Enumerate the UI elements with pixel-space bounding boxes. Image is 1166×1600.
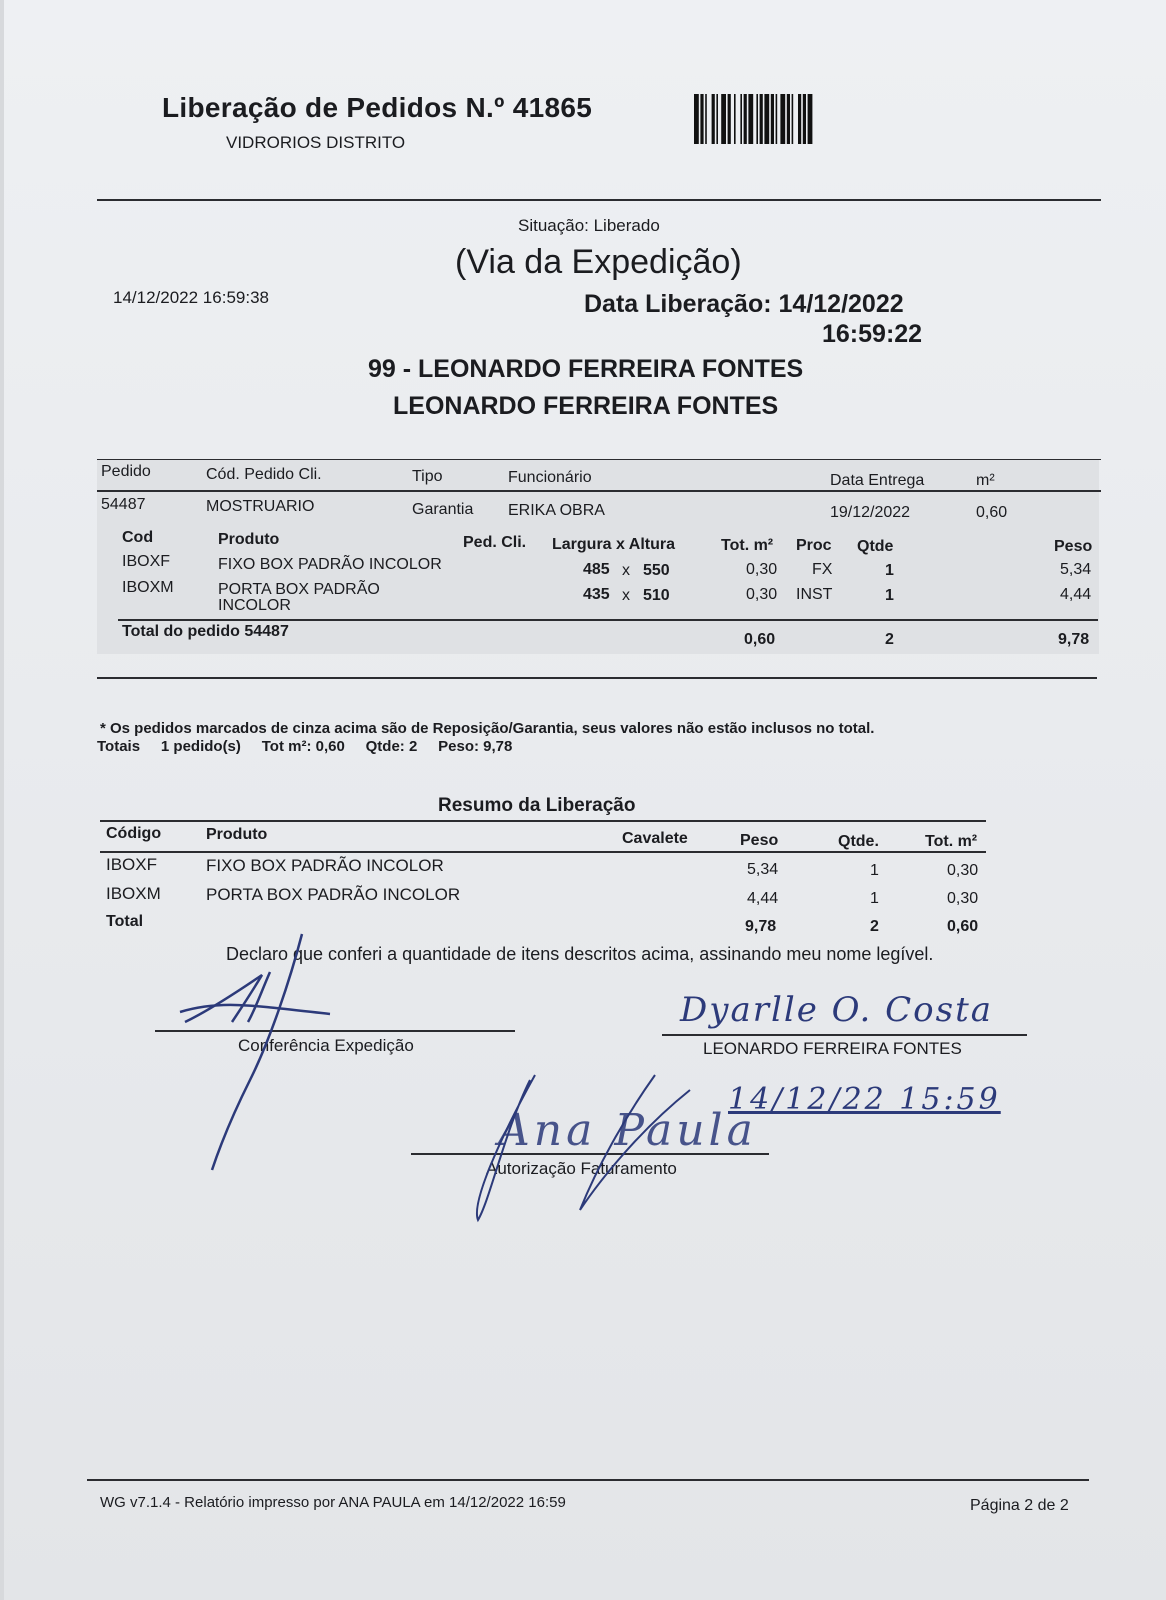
item-header-largura-altura: Largura x Altura	[552, 536, 675, 553]
company-name: VIDRORIOS DISTRITO	[226, 133, 406, 152]
col-header-tipo: Tipo	[412, 468, 443, 485]
summary-total-label: Total	[106, 913, 144, 930]
item-proc: FX	[812, 561, 833, 578]
item-x: x	[622, 562, 630, 579]
item-qtde: 1	[885, 562, 894, 579]
item-produto: FIXO BOX PADRÃO INCOLOR	[218, 556, 442, 573]
divider	[97, 199, 1101, 201]
copy-type: (Via da Expedição)	[455, 243, 742, 281]
summary-header-tot-m2: Tot. m²	[925, 833, 978, 850]
item-produto: PORTA BOX PADRÃO	[218, 581, 380, 598]
col-header-pedido: Pedido	[101, 463, 151, 480]
summary-header-produto: Produto	[206, 826, 268, 843]
summary-total-qtde: 2	[870, 918, 879, 935]
handwritten-date: 14/12/22 15:59	[728, 1082, 1001, 1117]
item-header-produto: Produto	[218, 531, 280, 548]
client-name: LEONARDO FERREIRA FONTES	[393, 392, 779, 420]
handwritten-ana-signature: Ana Paula	[498, 1105, 757, 1156]
signature-line-cliente	[662, 1034, 1027, 1036]
order-type: Garantia	[412, 501, 474, 518]
declaration-text: Declaro que conferi a quantidade de itens descritos acima, assinando meu nome legível.	[226, 944, 934, 964]
item-produto-cont: INCOLOR	[218, 597, 291, 614]
printed-timestamp: 14/12/2022 16:59:38	[113, 288, 269, 307]
item-peso: 5,34	[1060, 561, 1092, 578]
order-number: 54487	[101, 496, 146, 513]
item-tot-m2: 0,30	[746, 586, 778, 603]
signature-label-autorizacao: Autorização Faturamento	[486, 1159, 677, 1178]
col-header-m2: m²	[976, 472, 995, 489]
summary-peso: 4,44	[747, 890, 779, 907]
col-header-data-entrega: Data Entrega	[830, 472, 925, 489]
divider	[100, 820, 986, 822]
summary-header-peso: Peso	[740, 832, 779, 849]
divider	[118, 619, 1098, 621]
summary-header-codigo: Código	[106, 825, 162, 842]
summary-codigo: IBOXM	[106, 884, 161, 903]
item-altura: 550	[643, 562, 670, 579]
release-date: Data Liberação: 14/12/2022	[584, 290, 904, 318]
signature-label-cliente: LEONARDO FERREIRA FONTES	[703, 1039, 962, 1058]
signature-label-conferencia: Conferência Expedição	[238, 1036, 414, 1055]
item-header-proc: Proc	[796, 537, 832, 554]
handwritten-client-signature: Dyarlle O. Costa	[680, 990, 994, 1030]
summary-header-cavalete: Cavalete	[622, 830, 688, 847]
item-header-ped-cli: Ped. Cli.	[463, 534, 527, 551]
item-header-tot-m2: Tot. m²	[721, 537, 774, 554]
order-total-label: Total do pedido 54487	[122, 623, 289, 640]
summary-total-tot-m2: 0,60	[947, 918, 979, 935]
item-tot-m2: 0,30	[746, 561, 778, 578]
item-header-peso: Peso	[1054, 538, 1093, 555]
summary-title: Resumo da Liberação	[438, 795, 636, 816]
item-header-cod: Cod	[122, 529, 154, 546]
item-x: x	[622, 587, 630, 604]
divider	[100, 851, 986, 853]
item-altura: 510	[643, 587, 670, 604]
status-text: Situação: Liberado	[518, 216, 660, 235]
summary-qtde: 1	[870, 890, 879, 907]
barcode	[694, 94, 870, 144]
order-delivery-date: 19/12/2022	[830, 504, 911, 521]
col-header-cod-pedido-cli: Cód. Pedido Cli.	[206, 466, 322, 483]
grey-note: * Os pedidos marcados de cinza acima são de Reposição/Garantia, seus valores não estão inclusos no total.	[100, 720, 875, 737]
order-total-peso: 9,78	[1058, 631, 1090, 648]
item-cod: IBOXF	[122, 553, 171, 570]
summary-qtde: 1	[870, 862, 879, 879]
summary-tot-m2: 0,30	[947, 862, 979, 879]
summary-peso: 5,34	[747, 861, 779, 878]
footer-printed-by: WG v7.1.4 - Relatório impresso por ANA PAULA em 14/12/2022 16:59	[100, 1494, 566, 1511]
col-header-funcionario: Funcionário	[508, 469, 592, 486]
item-peso: 4,44	[1060, 586, 1092, 603]
report-title: Liberação de Pedidos N.º 41865	[162, 92, 593, 123]
divider	[87, 1479, 1089, 1481]
client-code-name: 99 - LEONARDO FERREIRA FONTES	[368, 355, 804, 383]
summary-header-qtde: Qtde.	[838, 833, 879, 850]
item-largura: 435	[583, 586, 610, 603]
item-header-qtde: Qtde	[857, 538, 894, 555]
item-largura: 485	[583, 561, 610, 578]
signature-line-conferencia	[155, 1030, 515, 1032]
order-m2: 0,60	[976, 504, 1008, 521]
divider	[97, 490, 1101, 492]
summary-total-peso: 9,78	[745, 918, 777, 935]
order-client-code: MOSTRUARIO	[206, 498, 315, 515]
item-proc: INST	[796, 586, 833, 603]
totals-summary: Totais 1 pedido(s) Tot m²: 0,60 Qtde: 2 Peso: 9,78	[97, 738, 513, 755]
divider	[97, 677, 1097, 679]
divider	[97, 459, 1101, 460]
summary-tot-m2: 0,30	[947, 890, 979, 907]
summary-codigo: IBOXF	[106, 855, 158, 874]
page-number: Página 2 de 2	[970, 1497, 1069, 1514]
item-cod: IBOXM	[122, 579, 174, 596]
release-time: 16:59:22	[822, 320, 923, 348]
order-total-qtde: 2	[885, 631, 894, 648]
summary-produto: FIXO BOX PADRÃO INCOLOR	[206, 856, 444, 875]
order-total-m2: 0,60	[744, 631, 776, 648]
summary-produto: PORTA BOX PADRÃO INCOLOR	[206, 885, 461, 904]
order-employee: ERIKA OBRA	[508, 502, 605, 519]
item-qtde: 1	[885, 587, 894, 604]
